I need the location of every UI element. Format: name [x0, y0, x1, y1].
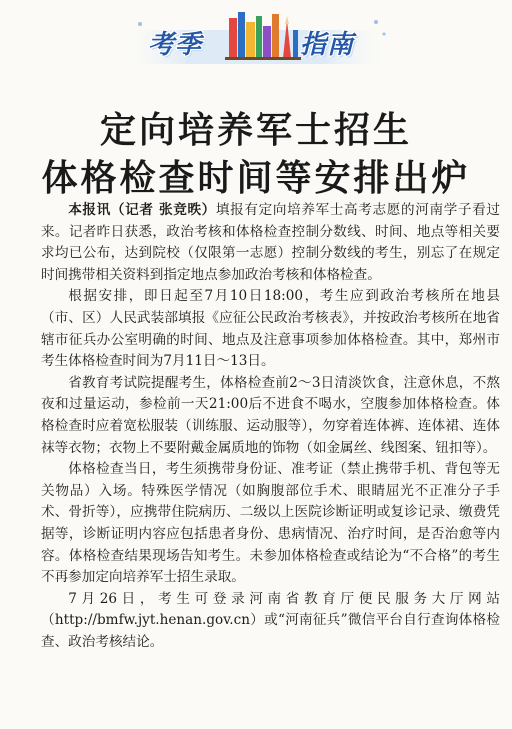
- byline: 本报讯（记者 张竞昳）: [68, 202, 216, 218]
- article-paragraph: 体格检查当日，考生须携带身份证、准考证（禁止携带手机、背包等无关物品）入场。特殊医学情况（如胸腹部位手术、眼睛屈光不正准分子手术、骨折等），应携带住院病历、二级以上医院诊断证明或复诊记录、缴费凭据等，诊断证明内容应包括患者身份、患病情况、治疗时间，是否治愈等内容。体格检查结果现场告知考生。未参加体格检查或结论为“不合格”的考生不再参加定向培养军士招生录取。: [41, 461, 500, 586]
- banner-label-left: 考季: [148, 30, 203, 60]
- article-body: [41, 200, 500, 653]
- books-and-pencils-icon: [223, 8, 303, 60]
- article-paragraph: 省教育考试院提醒考生，体格检查前2～3日清淡饮食，注意休息，不熬夜和过量运动，参检前一天21:00后不进食不喝水，空腹参加体格检查。体格检查时应着宽松服装（训练服、运动服等），勿穿着连体裤、连体裙、连体袜等衣物；衣物上不要附戴金属质地的饰物（如金属丝、线图案、钮扣等）。: [41, 374, 500, 456]
- banner-label-right: 指南: [300, 30, 355, 60]
- article-paragraph: [41, 200, 500, 286]
- headline-line-2: 体格检查时间等安排出炉: [41, 158, 471, 199]
- column-banner: [0, 0, 512, 80]
- headline-line-1: 定向培养军士招生: [99, 110, 412, 151]
- article-paragraph: 7月26日，考生可登录河南省教育厅便民服务大厅网站（http://bmfw.jyt.henan.gov.cn）或“河南征兵”微信平台自行查询体格检查、政治考核结论。: [41, 590, 500, 650]
- paragraph-text: 填报有定向培养军士高考志愿的河南学子看过来。记者昨日获悉，政治考核和体格检查控制分数线、时间、地点等相关要求均已公布，达到院校（仅限第一志愿）控制分数线的考生，别忘了在规定时间携带相关资料到指定地点参加政治考核和体格检查。: [41, 202, 500, 283]
- article-paragraph: 根据安排，即日起至7月10日18:00，考生应到政治考核所在地县（市、区）人民武装部填报《应征公民政治考核表》，并按政治考核所在地省辖市征兵办公室明确的时间、地点及注意事项参加体格检查。其中，郑州市考生体格检查时间为7月11日～13日。: [41, 288, 500, 370]
